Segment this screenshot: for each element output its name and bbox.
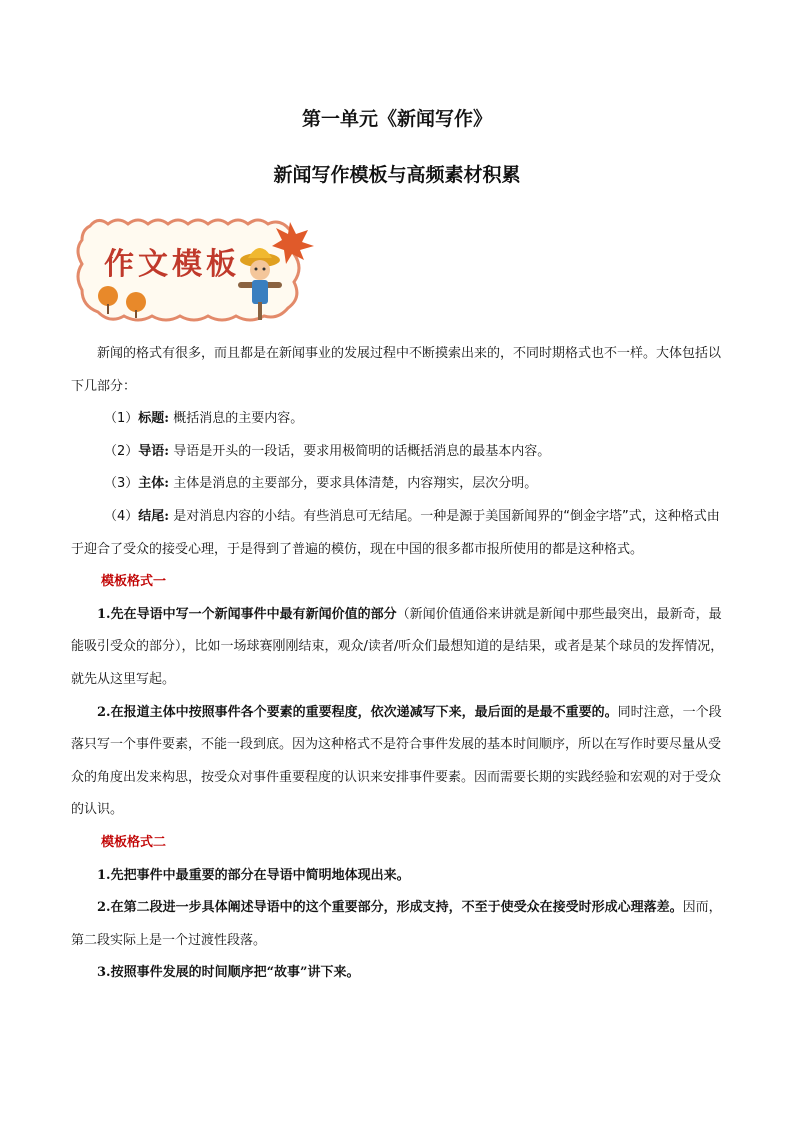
list-item: （1）标题: 概括消息的主要内容。 (104, 411, 304, 427)
document-body (71, 338, 725, 990)
list-item: （4）结尾: 是对消息内容的小结。有些消息可无结尾。一种是源于美国新闻界的“倒金字塔”式，这种格式由于迎合了受众的接受心理，于是得到了普遍的模仿，现在中国的很多都市报所使用的都是这种格式。 (71, 508, 720, 557)
document-title: 第一单元《新闻写作》 (301, 108, 492, 130)
section-heading: 模板格式一 (101, 574, 167, 590)
section-paragraph: 1.先在导语中写一个新闻事件中最有新闻价值的部分（新闻价值通俗来讲就是新闻中那些最突出，最新奇，最能吸引受众的部分），比如一场球赛刚刚结束，观众/读者/听众们最想知道的是结果，或者是某个球员的发挥情况，就先从这里写起。 (71, 606, 724, 687)
list-item: （3）主体: 主体是消息的主要部分，要求具体清楚，内容翔实，层次分明。 (104, 476, 538, 492)
section-paragraph: 3.按照事件发展的时间顺序把“故事”讲下来。 (97, 965, 360, 981)
document-subtitle: 新闻写作模板与高频素材积累 (273, 164, 521, 186)
list-item: （2）导语: 导语是开头的一段话，要求用极简明的话概括消息的最基本内容。 (104, 443, 551, 459)
section-paragraph: 2.在第二段进一步具体阐述导语中的这个重要部分，形成支持，不至于使受众在接受时形成心理落差。因而，第二段实际上是一个过渡性段落。 (71, 900, 722, 948)
banner-decoration (68, 212, 328, 330)
section-paragraph: 1.先把事件中最重要的部分在导语中简明地体现出来。 (97, 867, 410, 883)
section-heading: 模板格式二 (101, 834, 167, 850)
section-paragraph: 2.在报道主体中按照事件各个要素的重要程度，依次递减写下来，最后面的是最不重要的。同时注意，一个段落只写一个事件要素，不能一段到底。因为这种格式不是符合事件发展的基本时间顺序，所以在写作时要尽量从受众的角度出发来构思，按受众对事件重要程度的认识来安排事件要素。因而需要长期的实践经验和宏观的对于受众的认识。 (71, 704, 722, 818)
intro-paragraph: 新闻的格式有很多，而且都是在新闻事业的发展过程中不断摸索出来的，不同时期格式也不一样。大体包括以下几部分： (71, 346, 722, 394)
banner-text: 作文模板 (104, 247, 240, 282)
